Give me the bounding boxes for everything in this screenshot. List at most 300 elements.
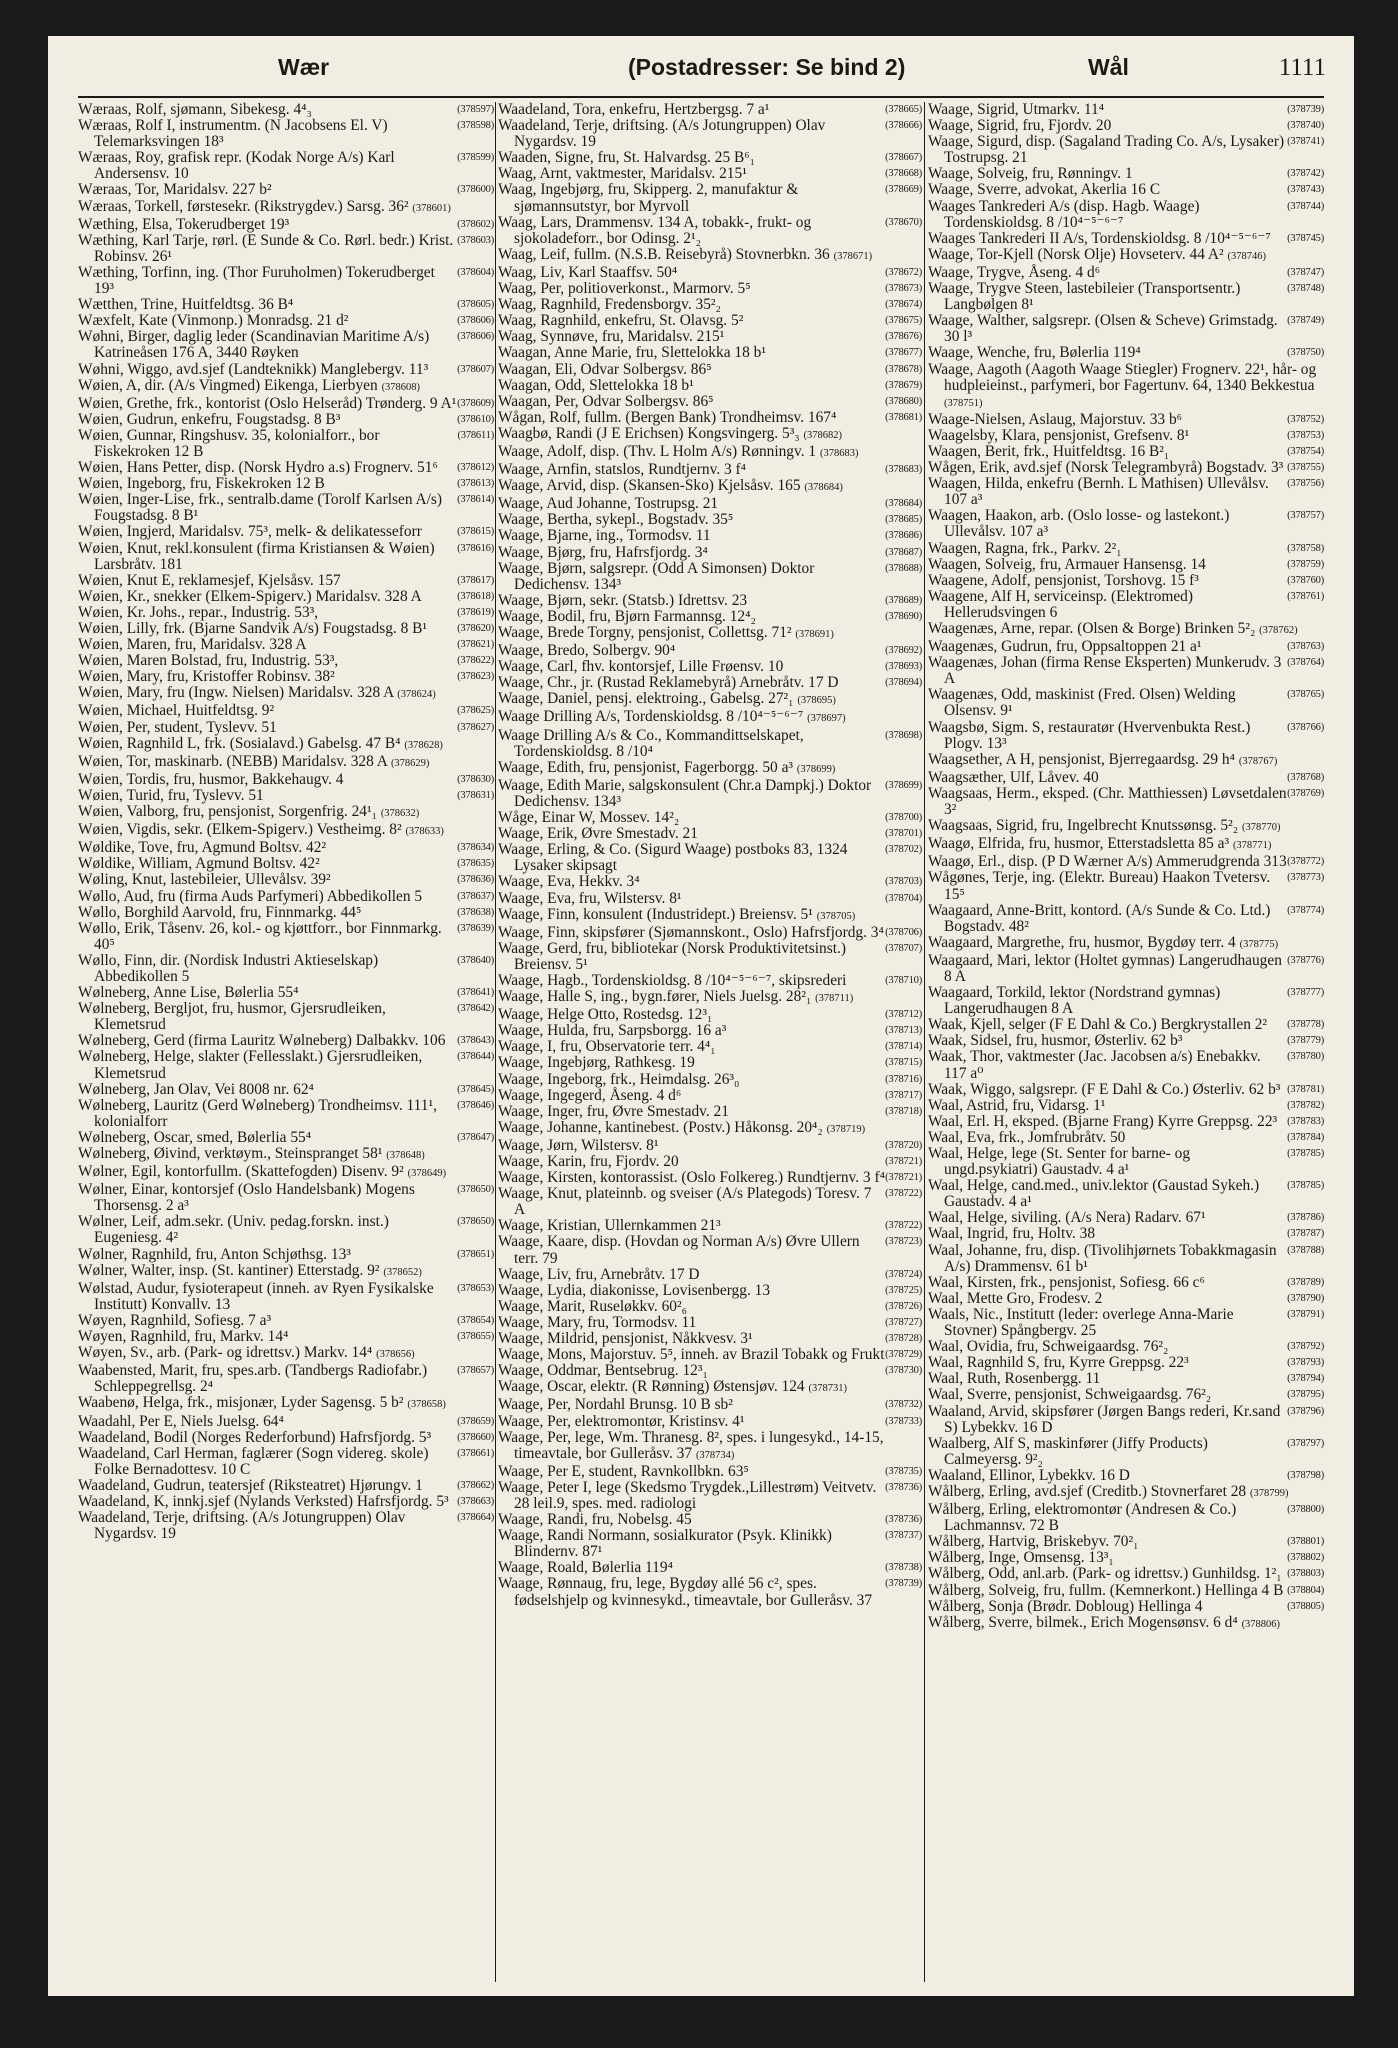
- entry-text: Wæraas, Rolf I, instrumentm. (N Jacobsens El. V) Telemarksvingen 18³: [78, 117, 388, 151]
- entry-phone-number: (378691): [795, 629, 834, 640]
- directory-entry: [78, 840, 494, 856]
- entry-text: Wøien, Ingjerd, Maridalsv. 75³, melk- & delikatesseforr: [78, 523, 422, 541]
- entry-phone-number: (378745): [1287, 232, 1324, 244]
- entry-phone-number: (378635): [457, 858, 494, 870]
- entry-phone-number: (378597): [457, 104, 494, 115]
- directory-entry: [78, 1098, 494, 1130]
- directory-entry: [498, 1267, 922, 1283]
- directory-entry: [928, 935, 1324, 953]
- directory-entry: [498, 545, 922, 561]
- directory-entry: [928, 621, 1324, 639]
- entry-text: Waak, Sidsel, fru, husmor, Østerliv. 62 b³: [928, 1032, 1183, 1050]
- directory-entry: [78, 412, 494, 428]
- entry-text: Waag, Arnt, vaktmester, Maridalsv. 215¹: [498, 165, 747, 183]
- directory-entry: [498, 444, 922, 462]
- directory-entry: [78, 150, 494, 182]
- entry-text: Wæthing, Karl Tarje, rørl. (E Sunde & Co. Rørl. bedr.) Krist. Robinsv. 26¹: [78, 231, 454, 265]
- entry-text: Wøllo, Finn, dir. (Nordisk Industri Aktieselskap) Abbedikollen 5: [78, 951, 379, 985]
- entry-phone-number: (378771): [1232, 840, 1272, 852]
- directory-entry: [498, 907, 922, 925]
- entry-text: Waag, Leif, fullm. (N.S.B. Reisebyrå) Stovnerbkn. 36: [498, 245, 830, 263]
- directory-entry: [78, 772, 494, 788]
- entry-text: Wøien, Gudrun, enkefru, Fougstadsg. 8 B³: [78, 410, 341, 428]
- entry-text: Waage, Edith, fru, pensjonist, Fagerborgg. 50 a³: [498, 758, 794, 776]
- entry-phone-number: (378653): [457, 1282, 494, 1294]
- directory-entry: [78, 1494, 494, 1510]
- directory-entry: [78, 1263, 494, 1281]
- entry-text: Waagaard, Torkild, lektor (Nordstrand gymnas) Langerudhaugen 8 A: [928, 984, 1221, 1018]
- entry-phone-number: (378658): [407, 1399, 446, 1411]
- entry-phone-number: (378739): [1287, 104, 1324, 115]
- entry-phone-number: (378615): [457, 526, 494, 538]
- directory-entry: [498, 1430, 922, 1464]
- entry-text: Waage, Randi, fru, Nobelsg. 45: [498, 1511, 692, 1529]
- directory-entry: [78, 605, 494, 621]
- entry-phone-number: (378702): [885, 844, 922, 856]
- directory-entry: [78, 589, 494, 605]
- entry-text: Waag, Liv, Karl Staaffsv. 50⁴: [498, 263, 678, 281]
- directory-entry: [78, 669, 494, 685]
- entry-text: Waage, Bjarne, ing., Tormodsv. 11: [498, 527, 711, 545]
- directory-entry: [928, 265, 1324, 281]
- directory-entry: [498, 247, 922, 265]
- directory-entry: [498, 675, 922, 691]
- directory-entry: [498, 691, 922, 709]
- directory-entry: [928, 182, 1324, 198]
- directory-entry: [928, 118, 1324, 134]
- entry-text: Waak, Kjell, selger (F E Dahl & Co.) Bergkrystallen 2²: [928, 1016, 1268, 1034]
- entry-phone-number: (378690): [885, 610, 922, 622]
- directory-entry: [78, 313, 494, 329]
- directory-entry: [928, 1436, 1324, 1468]
- entry-phone-number: (378678): [885, 363, 922, 375]
- entry-text: Wøyen, Ragnhild, fru, Markv. 14⁴: [78, 1328, 289, 1346]
- directory-entry: [928, 589, 1324, 621]
- entry-text: Wølneberg, Gerd (firma Lauritz Wølneberg) Dalbakkv. 106: [78, 1032, 446, 1050]
- entry-text: Waage, Liv, fru, Arnebråtv. 17 D: [498, 1265, 700, 1283]
- entry-phone-number: (378699): [885, 779, 922, 791]
- directory-entry: [498, 329, 922, 345]
- entry-phone-number: (378794): [1287, 1373, 1324, 1385]
- directory-entry: [928, 639, 1324, 655]
- directory-entry: [498, 512, 922, 528]
- entry-text: Waage, Arvid, disp. (Skansen-Sko) Kjelsåsv. 165: [498, 477, 801, 495]
- entry-text: Waal, Helge, siviling. (A/s Nera) Radarv. 67¹: [928, 1209, 1206, 1227]
- entry-phone-number: (378681): [885, 411, 922, 423]
- directory-entry: [498, 643, 922, 659]
- directory-entry: [78, 1146, 494, 1164]
- entry-phone-number: (378736): [885, 1514, 922, 1526]
- directory-entry: [928, 1502, 1324, 1534]
- entry-phone-number: (378707): [885, 942, 922, 954]
- directory-entry: [78, 703, 494, 719]
- entry-text: Waal, Ingrid, fru, Holtv. 38: [928, 1225, 1096, 1243]
- directory-entry: [928, 412, 1324, 428]
- page-number: 1111: [1278, 54, 1326, 81]
- entry-phone-number: (378706): [885, 926, 922, 938]
- entry-text: Waagsbø, Sigm. S, restauratør (Hvervenbukta Rest.) Plogv. 13³: [928, 718, 1251, 752]
- entry-text: Wøien, Kr., snekker (Elkem-Spigerv.) Maridalsv. 328 A: [78, 587, 422, 605]
- directory-entry: [928, 687, 1324, 719]
- directory-entry: [928, 428, 1324, 444]
- entry-text: Waage, Bredo, Solbergv. 90⁴: [498, 642, 676, 660]
- entry-text: Wøien, Vigdis, sekr. (Elkem-Spigerv.) Vestheimg. 8²: [78, 821, 402, 839]
- directory-entry: [78, 1001, 494, 1033]
- entry-phone-number: (378688): [885, 562, 922, 574]
- entry-text: Waage, Bjørn, sekr. (Statsb.) Idrettsv. 23: [498, 591, 748, 609]
- entry-phone-number: (378646): [457, 1099, 494, 1111]
- entry-text: Waage Drilling A/s, Tordenskioldsg. 8 /10⁴⁻⁵⁻⁶⁻⁷: [498, 708, 804, 726]
- entry-phone-number: (378622): [457, 655, 494, 667]
- directory-entry: [78, 492, 494, 524]
- directory-entry: [498, 1315, 922, 1331]
- entry-text: Wøien, Ragnhild L, frk. (Sosialavd.) Gabelsg. 47 B⁴: [78, 734, 401, 752]
- entry-phone-number: (378723): [885, 1236, 922, 1248]
- entry-text: Wøling, Knut, lastebileier, Ullevålsv. 39²: [78, 871, 331, 889]
- entry-phone-number: (378746): [1227, 250, 1266, 262]
- directory-entry: [498, 874, 922, 890]
- entry-phone-number: (378618): [457, 590, 494, 602]
- entry-phone-number: (378787): [1287, 1228, 1324, 1240]
- entry-phone-number: (378748): [1287, 283, 1324, 295]
- directory-entry: [78, 524, 494, 540]
- entry-phone-number: (378802): [1287, 1552, 1324, 1564]
- page-header: [68, 54, 1326, 94]
- entry-phone-number: (378662): [457, 1479, 494, 1491]
- entry-phone-number: (378642): [457, 1003, 494, 1015]
- entry-phone-number: (378785): [1287, 1180, 1324, 1192]
- entry-text: Waagen, Solveig, fru, Armauer Hansensg. 14: [928, 555, 1206, 573]
- directory-entry: [498, 394, 922, 410]
- directory-entry: [498, 1347, 922, 1363]
- entry-text: Wølner, Ragnhild, fru, Anton Schjøthsg. 13³: [78, 1245, 351, 1263]
- entry-phone-number: (378714): [885, 1041, 922, 1053]
- entry-phone-number: (378640): [457, 954, 494, 966]
- directory-entry: [928, 247, 1324, 265]
- entry-text: Waadeland, Tora, enkefru, Hertzbergsg. 7 a¹: [498, 102, 770, 118]
- entry-text: Waag, Lars, Drammensv. 134 A, tobakk-, frukt- og sjokoladeforr., bor Odinsg. 2¹₂: [498, 213, 812, 247]
- entry-text: Waagen, Berit, frk., Huitfeldtsg. 16 B²₁: [928, 442, 1170, 460]
- entry-text: Wålberg, Erling, avd.sjef (Creditb.) Stovnerfaret 28: [928, 1482, 1247, 1500]
- entry-text: Wøien, Hans Petter, disp. (Norsk Hydro a.s) Frognerv. 51⁶: [78, 459, 438, 477]
- directory-entry: [498, 345, 922, 361]
- entry-phone-number: (378623): [457, 671, 494, 683]
- entry-text: Wålberg, Odd, anl.arb. (Park- og idrettsv.) Gunhildsg. 1²₁: [928, 1565, 1282, 1583]
- entry-phone-number: (378783): [1287, 1115, 1324, 1127]
- directory-entry: [928, 1291, 1324, 1307]
- entry-text: Waage, Adolf, disp. (Thv. L Holm A/s) Rønningv. 1: [498, 442, 817, 460]
- entry-phone-number: (378674): [885, 299, 922, 311]
- entry-text: Wølneberg, Jan Olav, Vei 8008 nr. 62⁴: [78, 1080, 314, 1098]
- directory-entry: [498, 1218, 922, 1234]
- entry-phone-number: (378665): [885, 104, 922, 115]
- entry-text: Waagene, Adolf, pensjonist, Torshovg. 15 f³: [928, 571, 1199, 589]
- entry-text: Wøyen, Sv., arb. (Park- og idrettsv.) Markv. 14⁴: [78, 1344, 373, 1362]
- directory-entry: [928, 1082, 1324, 1098]
- entry-text: Waag, Per, politioverkonst., Marmorv. 5⁵: [498, 280, 751, 298]
- entry-text: Waage, Kaare, disp. (Hovdan og Norman A/s) Øvre Ullern terr. 79: [498, 1233, 860, 1267]
- directory-entry: [78, 233, 494, 265]
- directory-entry: [78, 905, 494, 921]
- directory-entry: [928, 752, 1324, 770]
- entry-text: Wøien, Knut E, reklamesjef, Kjelsåsv. 157: [78, 571, 341, 589]
- entry-text: Waage, Eva, fru, Wilstersv. 8¹: [498, 889, 682, 907]
- entry-text: Waage, Mons, Majorstuv. 5⁵, inneh. av Brazil Tobakk og Frukt: [498, 1346, 885, 1364]
- entry-text: Waage, Rønnaug, fru, lege, Bygdøy allé 56 c², spes. fødselshjelp og kvinnesykd., timeavtale, bor Gulleråsv. 37: [498, 1575, 873, 1609]
- entry-phone-number: (378782): [1287, 1099, 1324, 1111]
- entry-phone-number: (378722): [885, 1220, 922, 1232]
- entry-phone-number: (378784): [1287, 1131, 1324, 1143]
- directory-entry: [498, 1007, 922, 1023]
- directory-entry: [78, 1478, 494, 1494]
- entry-text: Wågen, Erik, avd.sjef (Norsk Telegrambyrå) Bogstadv. 3³: [928, 459, 1284, 477]
- entry-text: Waaden, Signe, fru, St. Halvardsg. 25 B⁶₁: [498, 149, 755, 167]
- directory-entry: [498, 625, 922, 643]
- entry-text: Waadeland, Bodil (Norges Rederforbund) Hafrsfjordg. 5³: [78, 1428, 432, 1446]
- directory-entry: [498, 1154, 922, 1170]
- directory-entry: [928, 836, 1324, 854]
- directory-entry: [498, 462, 922, 478]
- directory-entry: [928, 1566, 1324, 1582]
- entry-phone-number: (378779): [1287, 1035, 1324, 1047]
- entry-phone-number: (378620): [457, 623, 494, 634]
- directory-entry: [928, 818, 1324, 836]
- directory-entry: [498, 166, 922, 182]
- entry-text: Waagenæs, Odd, maskinist (Fred. Olsen) Welding Olsensv. 9¹: [928, 686, 1236, 720]
- entry-phone-number: (378762): [1259, 625, 1298, 636]
- directory-entry: [78, 953, 494, 985]
- directory-entry: [498, 1283, 922, 1299]
- entry-text: Wøhni, Birger, daglig leder (Scandinavian Maritime A/s) Katrineåsen 176 A, 3440 Røyken: [78, 328, 430, 362]
- entry-phone-number: (378772): [1287, 856, 1324, 868]
- entry-text: Waagsæther, Ulf, Låvev. 40: [928, 768, 1099, 786]
- entry-text: Wøllo, Erik, Tåsenv. 26, kol.- og kjøttforr., bor Finnmarkg. 40⁵: [78, 919, 442, 953]
- entry-text: Waagbø, Randi (J E Erichsen) Kongsvingerg. 5³₃: [498, 424, 800, 442]
- entry-phone-number: (378655): [457, 1331, 494, 1343]
- entry-text: Wålberg, Solveig, fru, fullm. (Kemnerkont.) Hellinga 4 B: [928, 1581, 1284, 1599]
- entry-phone-number: (378733): [885, 1415, 922, 1427]
- directory-entry: [78, 460, 494, 476]
- entry-text: Waage, Daniel, pensj. elektroing., Gabelsg. 27²₁: [498, 690, 794, 708]
- entry-text: Waag, Ingebjørg, fru, Skipperg. 2, manufaktur & sjømannsutstyr, bor Myrvoll: [498, 181, 799, 215]
- entry-phone-number: (378775): [1239, 938, 1279, 950]
- entry-text: Wølner, Einar, kontorsjef (Oslo Handelsbank) Mogens Thorsensg. 2 a³: [78, 1181, 415, 1215]
- directory-entry: [928, 1550, 1324, 1566]
- directory-entry: [498, 478, 922, 496]
- entry-text: Waage, Bertha, sykepl., Bogstadv. 35⁵: [498, 511, 734, 529]
- entry-text: Waage, Carl, fhv. kontorsjef, Lille Frøensv. 10: [498, 658, 784, 676]
- entry-text: Wøien, Grethe, frk., kontorist (Oslo Helseråd) Trønderg. 9 A¹: [78, 394, 457, 412]
- entry-phone-number: (378711): [815, 993, 854, 1005]
- entry-text: Waadeland, Terje, driftsing. (A/s Jotungruppen) Olav Nygardsv. 19: [78, 1509, 406, 1543]
- entry-text: Waage, Erling, & Co. (Sigurd Waage) postboks 83, 1324 Lysaker skipsagt: [498, 841, 848, 875]
- entry-phone-number: (378758): [1287, 542, 1324, 554]
- header-right-word: Wål: [1088, 54, 1129, 80]
- entry-phone-number: (378769): [1287, 787, 1324, 799]
- directory-entry: [498, 659, 922, 675]
- entry-phone-number: (378767): [1238, 755, 1278, 767]
- directory-entry: [498, 1379, 922, 1397]
- entry-phone-number: (378735): [885, 1465, 922, 1477]
- entry-phone-number: (378778): [1287, 1019, 1324, 1031]
- entry-phone-number: (378754): [1287, 445, 1324, 457]
- entry-text: Waage, Tor-Kjell (Norsk Olje) Hovseterv. 44 A²: [928, 245, 1224, 263]
- entry-text: Waagan, Anne Marie, fru, Slettelokka 18 b¹: [498, 344, 766, 362]
- directory-entry: [928, 444, 1324, 460]
- entry-phone-number: (378760): [1287, 574, 1324, 586]
- entry-phone-number: (378633): [405, 826, 444, 838]
- directory-entry: [928, 1275, 1324, 1291]
- entry-phone-number: (378651): [457, 1248, 494, 1260]
- entry-phone-number: (378757): [1287, 510, 1324, 522]
- entry-phone-number: (378732): [885, 1399, 922, 1411]
- entry-text: Waage, Hulda, fru, Sarpsborgg. 16 a³: [498, 1022, 727, 1040]
- entry-text: Waage, Finn, skipsfører (Sjømannskont., Oslo) Hafrsfjordg. 3⁴: [498, 923, 884, 941]
- directory-entry: [928, 476, 1324, 508]
- entry-phone-number: (378670): [885, 216, 922, 228]
- entry-phone-number: (378606): [457, 315, 494, 327]
- entry-phone-number: (378663): [457, 1495, 494, 1507]
- entry-phone-number: (378721): [885, 1156, 922, 1167]
- entry-phone-number: (378759): [1287, 558, 1324, 570]
- entry-text: Waage, Sverre, advokat, Akerlia 16 C: [928, 181, 1161, 199]
- entry-text: Waalberg, Alf S, maskinfører (Jiffy Products) Calmeyersg. 9²₂: [928, 1434, 1208, 1468]
- listing-column-2: [498, 102, 922, 1982]
- directory-entry: [498, 1299, 922, 1315]
- entry-text: Wøien, Inger-Lise, frk., sentralb.dame (Torolf Karlsen A/s) Fougstadsg. 8 B¹: [78, 491, 443, 525]
- entry-text: Waage, Gerd, fru, bibliotekar (Norsk Produktivitetsinst.) Breiensv. 5¹: [498, 939, 846, 973]
- directory-entry: [928, 1210, 1324, 1226]
- directory-entry: [928, 557, 1324, 573]
- entry-phone-number: (378683): [819, 447, 859, 459]
- directory-entry: [498, 1480, 922, 1512]
- directory-entry: [928, 166, 1324, 182]
- entry-text: Waage, Peter I, lege (Skedsmo Trygdek.,Lillestrøm) Veitvetv. 28 leil.9, spes. med. radiologi: [498, 1478, 877, 1512]
- entry-phone-number: (378765): [1287, 689, 1324, 701]
- directory-entry: [78, 1345, 494, 1363]
- entry-text: Wøien, Valborg, fru, pensjonist, Sorgenfrig. 24¹₁: [78, 803, 377, 821]
- entry-phone-number: (378669): [885, 184, 922, 196]
- directory-entry: [498, 760, 922, 778]
- directory-entry: [928, 231, 1324, 247]
- entry-phone-number: (378724): [885, 1268, 922, 1280]
- entry-phone-number: (378729): [885, 1349, 922, 1361]
- entry-phone-number: (378600): [457, 184, 494, 196]
- entry-phone-number: (378660): [457, 1431, 494, 1443]
- directory-entry: [498, 1560, 922, 1576]
- entry-text: Waage, Mildrid, pensjonist, Nåkkvesv. 3¹: [498, 1330, 753, 1348]
- entry-phone-number: (378721): [885, 1172, 922, 1184]
- directory-entry: [928, 541, 1324, 557]
- entry-phone-number: (378705): [816, 910, 856, 922]
- entry-phone-number: (378716): [885, 1073, 922, 1085]
- entry-phone-number: (378710): [885, 974, 922, 986]
- entry-phone-number: (378647): [457, 1131, 494, 1143]
- header-rule: [78, 96, 1324, 98]
- entry-phone-number: (378747): [1287, 266, 1324, 278]
- entry-text: Waage, Kirsten, kontorassist. (Oslo Folkereg.) Rundtjernv. 3 f⁴: [498, 1169, 885, 1187]
- entry-text: Waage, Sigurd, disp. (Sagaland Trading Co. A/s, Lysaker) Tostrupsg. 21: [928, 133, 1285, 167]
- entry-phone-number: (378800): [1287, 1504, 1324, 1516]
- directory-entry: [78, 872, 494, 888]
- entry-phone-number: (378687): [885, 546, 922, 558]
- entry-phone-number: (378629): [390, 757, 430, 769]
- entry-text: Wætthen, Trine, Huitfeldtsg. 36 B⁴: [78, 296, 294, 314]
- entry-text: Waage, Jørn, Wilstersv. 8¹: [498, 1136, 659, 1154]
- entry-phone-number: (378728): [885, 1333, 922, 1345]
- directory-entry: [498, 496, 922, 512]
- entry-phone-number: (378726): [885, 1300, 922, 1312]
- entry-text: Waage, Edith Marie, salgskonsulent (Chr.a Dampkj.) Doktor Dedichensv. 134³: [498, 776, 872, 810]
- directory-entry: [78, 1214, 494, 1246]
- entry-text: Waage, Wenche, fru, Bølerlia 119⁴: [928, 344, 1141, 362]
- entry-text: Waagan, Per, Odvar Solbergsv. 86⁵: [498, 392, 714, 410]
- directory-entry: [78, 217, 494, 233]
- directory-entry: [498, 182, 922, 214]
- entry-text: Waal, Sverre, pensjonist, Schweigaardsg. 76²₂: [928, 1386, 1212, 1404]
- directory-entry: [928, 1178, 1324, 1210]
- directory-entry: [498, 1363, 922, 1379]
- directory-entry: [928, 102, 1324, 118]
- entry-phone-number: (378725): [885, 1284, 922, 1296]
- entry-phone-number: (378700): [885, 812, 922, 824]
- entry-text: Waagene, Alf H, serviceinsp. (Elektromed) Hellerudsvingen 6: [928, 587, 1194, 621]
- directory-entry: [498, 561, 922, 593]
- directory-entry: [78, 788, 494, 804]
- entry-phone-number: (378644): [457, 1051, 494, 1063]
- entry-text: Waal, Eva, frk., Jomfrubråtv. 50: [928, 1128, 1126, 1146]
- directory-entry: [498, 378, 922, 394]
- entry-text: Waage, Helge Otto, Rostedsg. 12³₁: [498, 1006, 713, 1024]
- directory-entry: [928, 508, 1324, 540]
- entry-phone-number: (378625): [457, 705, 494, 717]
- directory-entry: [498, 609, 922, 625]
- entry-phone-number: (378685): [885, 514, 922, 526]
- entry-phone-number: (378664): [457, 1512, 494, 1524]
- entry-phone-number: (378598): [457, 120, 494, 132]
- entry-phone-number: (378624): [397, 689, 436, 701]
- entry-text: Waagsaas, Sigrid, fru, Ingelbrecht Knutssønsg. 5²₂: [928, 817, 1239, 835]
- directory-entry: [498, 118, 922, 150]
- directory-entry: [498, 1170, 922, 1186]
- listing-column-3: [928, 102, 1324, 1982]
- directory-entry: [498, 528, 922, 544]
- directory-entry: [928, 903, 1324, 935]
- entry-phone-number: (378768): [1287, 771, 1324, 783]
- entry-text: Waage Drilling A/s & Co., Kommandittselskapet, Tordenskioldsg. 8 /10⁴: [498, 726, 804, 760]
- entry-text: Waage, Aud Johanne, Tostrupsg. 21: [498, 495, 719, 513]
- entry-phone-number: (378786): [1287, 1212, 1324, 1224]
- entry-phone-number: (378638): [457, 906, 494, 918]
- directory-entry: [498, 1120, 922, 1138]
- entry-text: Waage, Oscar, elektr. (R Rønning) Østensjøv. 124: [498, 1378, 805, 1396]
- entry-text: Waage-Nielsen, Aslaug, Majorstuv. 33 b⁶: [928, 410, 1183, 428]
- directory-entry: [928, 1484, 1324, 1502]
- directory-entry: [498, 842, 922, 874]
- entry-text: Wøien, Knut, rekl.konsulent (firma Kristiansen & Wøien) Larsbråtv. 181: [78, 539, 435, 573]
- entry-text: Waage, I, fru, Observatorie terr. 4⁴₁: [498, 1038, 716, 1056]
- entry-phone-number: (378645): [457, 1083, 494, 1095]
- directory-entry: [928, 1017, 1324, 1033]
- entry-text: Waage, Per, lege, Wm. Thranesg. 8², spes. i lungesykd., 14-15, timeavtale, bor Gulleråsv. 37: [498, 1428, 884, 1462]
- entry-text: Waage, Sigrid, Utmarkv. 11⁴: [928, 102, 1105, 118]
- entry-text: Waagenæs, Johan (firma Rense Eksperten) Munkerudv. 3 A: [928, 654, 1282, 688]
- entry-phone-number: (378720): [885, 1139, 922, 1151]
- entry-text: Wølner, Walter, insp. (St. kantiner) Etterstadg. 9²: [78, 1261, 380, 1279]
- directory-entry: [498, 362, 922, 378]
- entry-phone-number: (378627): [457, 721, 494, 733]
- entry-text: Wøien, Ingeborg, fru, Fiskekroken 12 B: [78, 475, 325, 493]
